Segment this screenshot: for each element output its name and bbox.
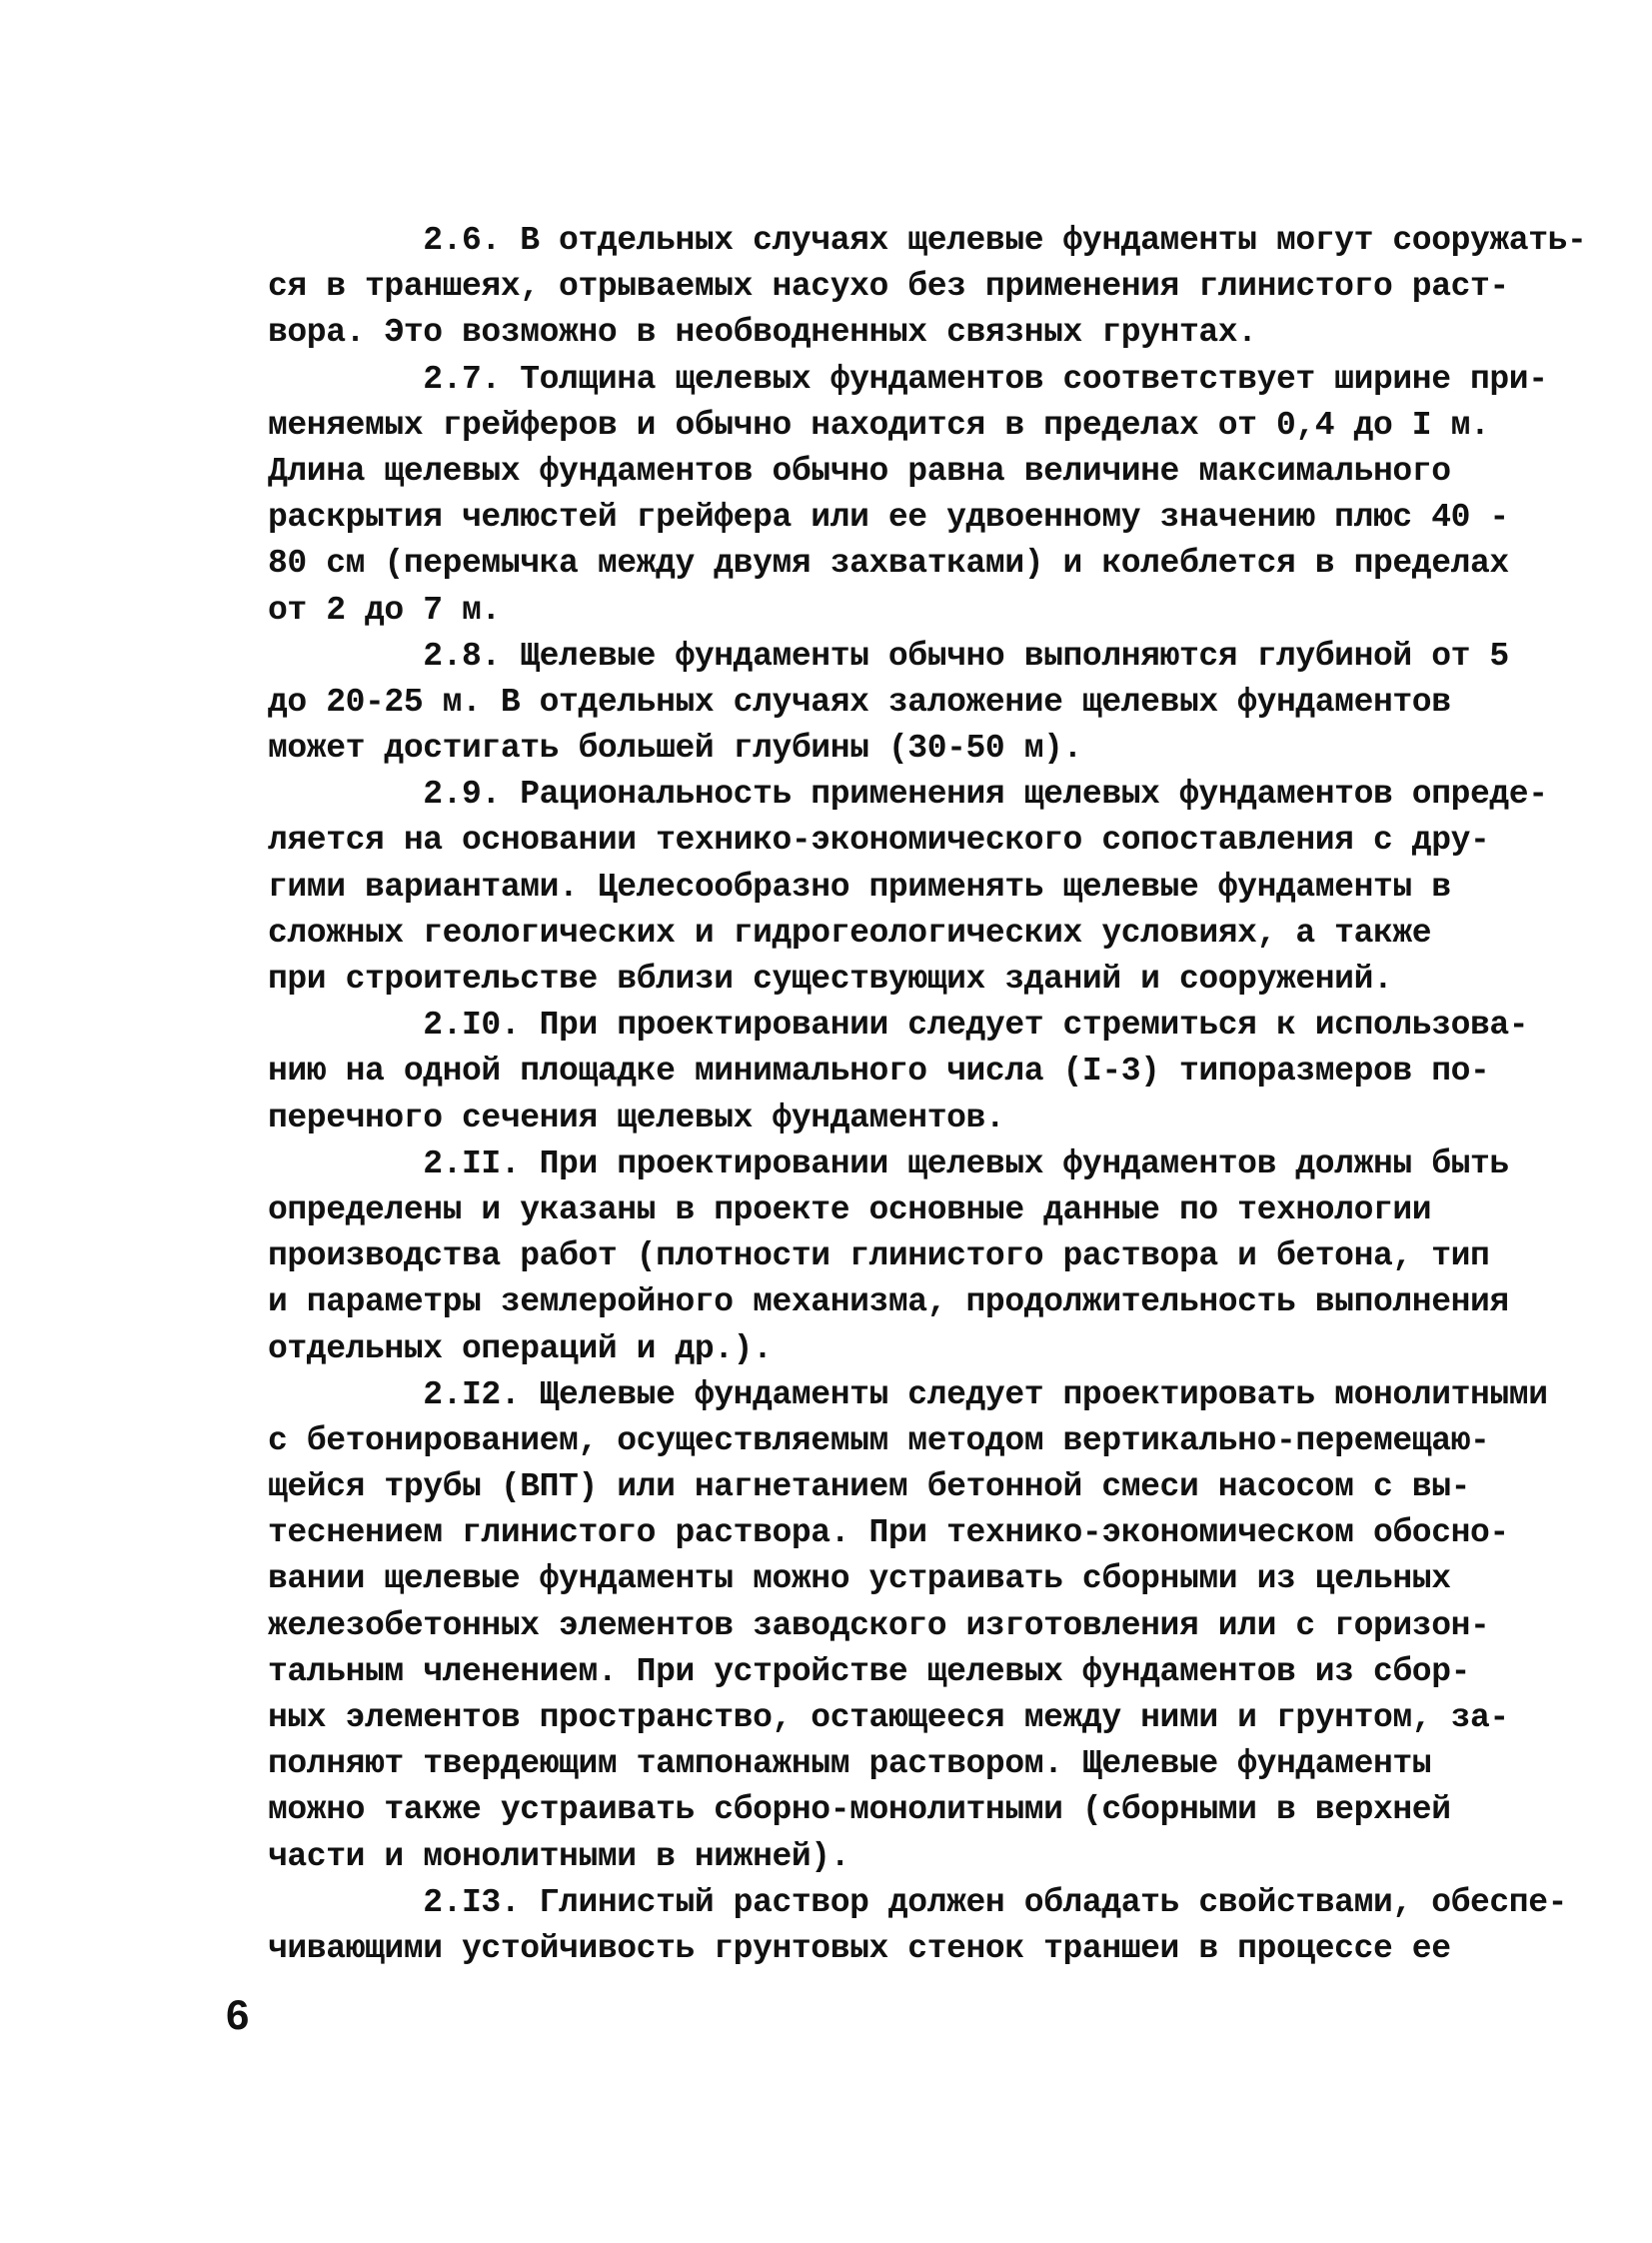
text-line: гими вариантами. Целесообразно применять щелевые фундаменты в xyxy=(268,868,1451,906)
text-line: отдельных операций и др.). xyxy=(268,1329,773,1367)
text-line: 2.I2. Щелевые фундаменты следует проектировать монолитными xyxy=(268,1375,1548,1413)
text-line: ляется на основании технико-экономического сопоставления с дру- xyxy=(268,822,1490,860)
text-line: 2.I3. Глинистый раствор должен обладать свойствами, обеспе- xyxy=(268,1883,1568,1921)
text-line: ся в траншеях, отрываемых насухо без применения глинистого раст- xyxy=(268,268,1509,306)
text-line: тальным членением. При устройстве щелевых фундаментов из сбор- xyxy=(268,1652,1471,1690)
text-line: раскрытия челюстей грейфера или ее удвоенному значению плюс 40 - xyxy=(268,499,1509,537)
body-text xyxy=(268,218,1587,1972)
text-line: вании щелевые фундаменты можно устраивать сборными из цельных xyxy=(268,1560,1451,1598)
text-line: полняют твердеющим тампонажным раствором. Щелевые фундаменты xyxy=(268,1745,1432,1783)
text-line: сложных геологических и гидрогеологических условиях, а также xyxy=(268,914,1432,952)
text-line: от 2 до 7 м. xyxy=(268,591,501,629)
text-line: вора. Это возможно в необводненных связных грунтах. xyxy=(268,314,1257,352)
text-line: 2.7. Толщина щелевых фундаментов соответствует ширине при- xyxy=(268,360,1548,398)
text-line: 2.6. В отдельных случаях щелевые фундаменты могут сооружать- xyxy=(268,222,1587,259)
text-line: Длина щелевых фундаментов обычно равна величине максимального xyxy=(268,452,1451,490)
text-line: щейся трубы (ВПТ) или нагнетанием бетонной смеси насосом с вы- xyxy=(268,1468,1471,1506)
text-line: 2.I0. При проектировании следует стремиться к использова- xyxy=(268,1007,1529,1045)
text-line: железобетонных элементов заводского изготовления или с горизон- xyxy=(268,1606,1490,1644)
text-line: части и монолитными в нижней). xyxy=(268,1837,850,1875)
text-line: чивающими устойчивость грунтовых стенок траншеи в процессе ее xyxy=(268,1929,1451,1967)
page-number: 6 xyxy=(226,1991,250,2038)
text-line: до 20-25 м. В отдельных случаях заложение щелевых фундаментов xyxy=(268,683,1451,721)
text-line: определены и указаны в проекте основные данные по технологии xyxy=(268,1190,1432,1228)
text-line: 80 см (перемычка между двумя захватками) и колеблется в пределах xyxy=(268,545,1509,583)
text-line: ных элементов пространство, остающееся между ними и грунтом, за- xyxy=(268,1699,1509,1736)
text-line: теснением глинистого раствора. При технико-экономическом обосно- xyxy=(268,1514,1509,1552)
text-line: нию на одной площадке минимального числа (I-3) типоразмеров по- xyxy=(268,1053,1490,1091)
text-line: с бетонированием, осуществляемым методом вертикально-перемещаю- xyxy=(268,1421,1490,1459)
text-line: меняемых грейферов и обычно находится в пределах от 0,4 до I м. xyxy=(268,406,1490,444)
text-line: перечного сечения щелевых фундаментов. xyxy=(268,1099,1005,1136)
text-line: может достигать большей глубины (30-50 м). xyxy=(268,730,1082,768)
text-line: 2.9. Рациональность применения щелевых фундаментов опреде- xyxy=(268,776,1548,814)
text-line: при строительстве вблизи существующих зданий и сооружений. xyxy=(268,961,1393,998)
text-line: можно также устраивать сборно-монолитными (сборными в верхней xyxy=(268,1791,1451,1829)
text-line: и параметры землеройного механизма, продолжительность выполнения xyxy=(268,1283,1509,1321)
text-line: 2.II. При проектировании щелевых фундаментов должны быть xyxy=(268,1144,1509,1182)
text-line: производства работ (плотности глинистого раствора и бетона, тип xyxy=(268,1237,1490,1275)
text-line: 2.8. Щелевые фундаменты обычно выполняются глубиной от 5 xyxy=(268,637,1509,675)
